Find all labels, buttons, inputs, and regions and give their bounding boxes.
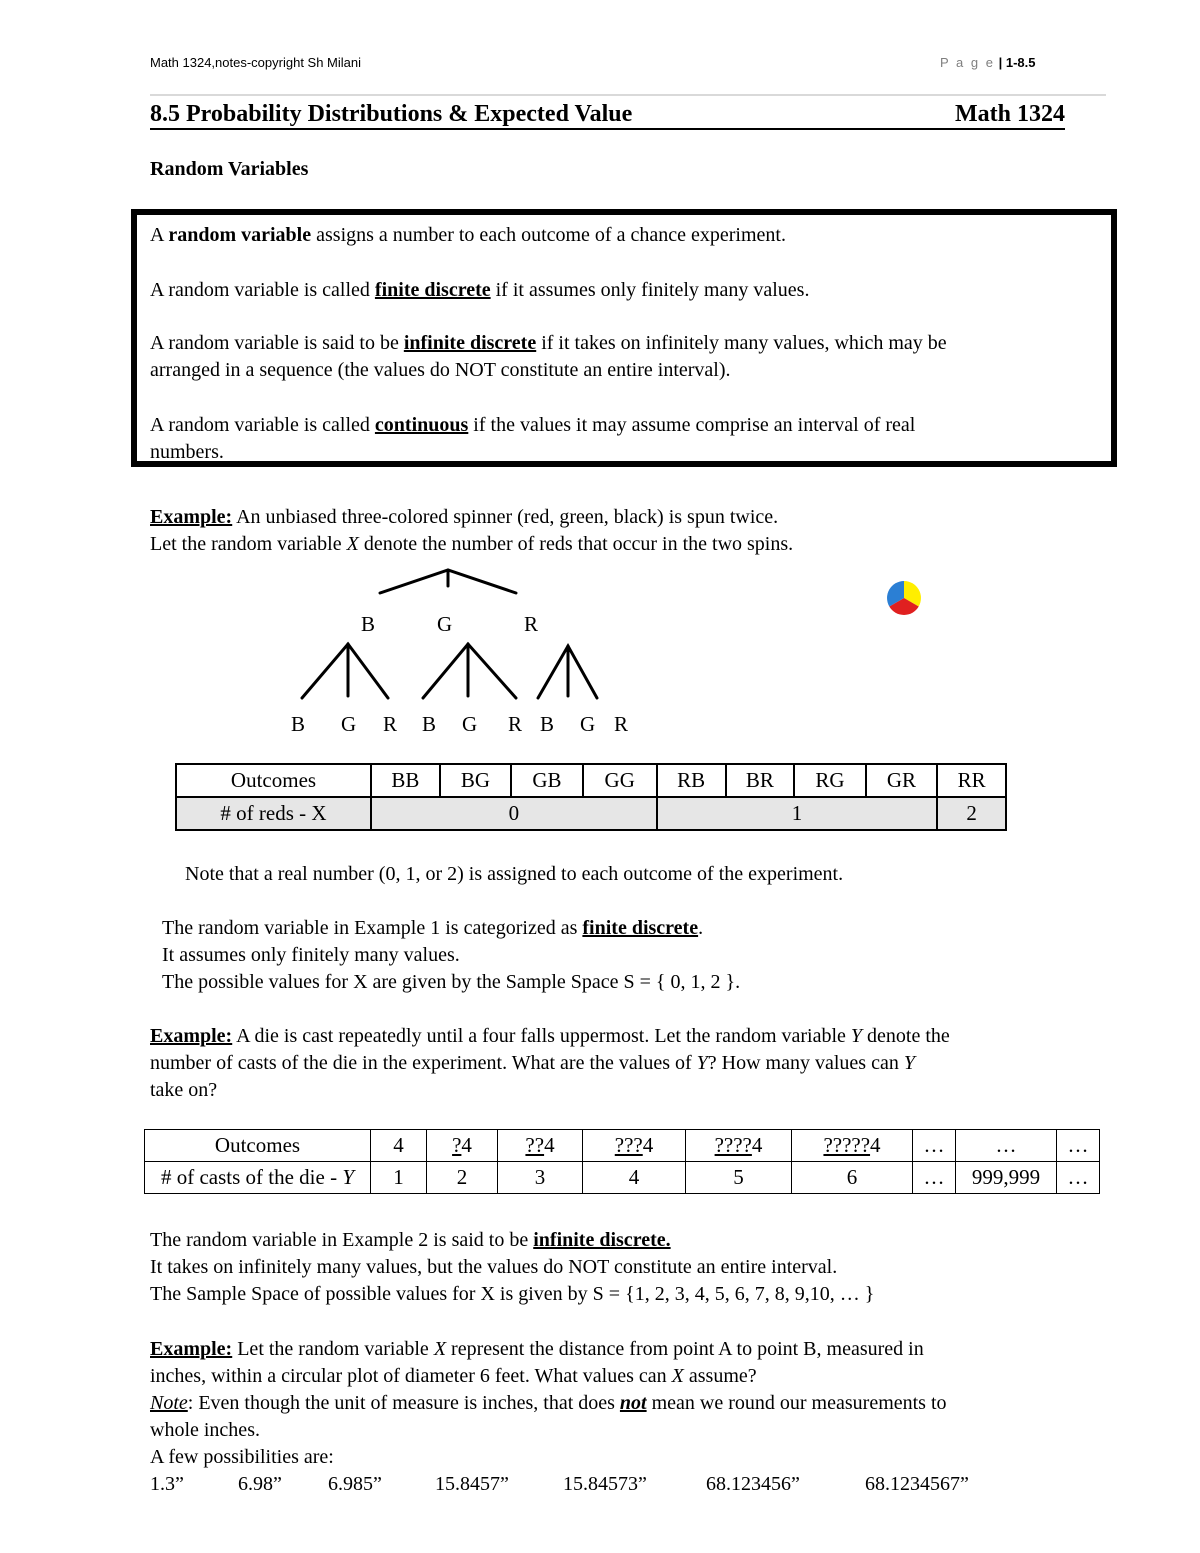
tree-level2-label: G — [580, 712, 596, 736]
value-cell: 6 — [792, 1162, 913, 1194]
section-heading: Random Variables — [150, 158, 309, 180]
header-rule — [150, 94, 1106, 96]
value-cell: 4 — [583, 1162, 686, 1194]
outcome-cell: ??4 — [498, 1130, 583, 1162]
outcome-cell: RG — [794, 764, 865, 797]
outcome-cell: … — [956, 1130, 1057, 1162]
outcome-cell: GB — [511, 764, 582, 797]
example2-text: Example: A die is cast repeatedly until a four falls uppermost. Let the random variable Y denote the number of casts of the die in the experiment. What are the values of Y? How many values can Y take on? — [150, 1025, 950, 1101]
definition-random-variable: A random variable assigns a number to each outcome of a chance experiment. — [150, 224, 786, 246]
outcomes-table-casts — [144, 1129, 1100, 1194]
spinner-icon — [884, 578, 924, 620]
outcome-cell: GR — [866, 764, 937, 797]
tree-level2-label: R — [614, 712, 629, 736]
possible-value: 1.3” — [150, 1473, 184, 1495]
table-row — [176, 797, 1006, 830]
outcome-cell: RR — [937, 764, 1006, 797]
possible-value: 68.123456” — [706, 1473, 800, 1495]
tree-level2-label: B — [291, 712, 306, 736]
outcome-cell: ?4 — [427, 1130, 498, 1162]
tree-b-branches — [302, 644, 388, 698]
outcome-cell: BG — [440, 764, 511, 797]
running-header-left: Math 1324,notes-copyright Sh Milani — [150, 55, 362, 70]
table-row — [145, 1130, 1100, 1162]
tree-level2-label: G — [462, 712, 478, 736]
outcome-cell: ????4 — [686, 1130, 792, 1162]
definition-infinite-discrete: A random variable is said to be infinite discrete if it takes on infinitely many values, which may be arranged in a sequence (the values do NOT constitute an entire interval). — [150, 332, 947, 381]
tree-level1-label: G — [437, 612, 453, 636]
title-left: 8.5 Probability Distributions & Expected Value — [150, 101, 633, 127]
tree-level2-label: R — [508, 712, 523, 736]
table-header-cell: Outcomes — [176, 764, 371, 797]
table-header-cell: # of reds - X — [176, 797, 371, 830]
page-title — [150, 100, 1065, 130]
tree-level2-label: G — [341, 712, 357, 736]
value-cell: … — [1057, 1162, 1100, 1194]
outcome-cell: ???4 — [583, 1130, 686, 1162]
tree-diagram — [280, 560, 640, 710]
outcome-cell: … — [1057, 1130, 1100, 1162]
tree-level1-label: B — [361, 612, 376, 636]
title-right: Math 1324 — [955, 101, 1065, 127]
value-cell: 1 — [657, 797, 937, 830]
possible-value: 15.84573” — [563, 1473, 647, 1495]
definition-continuous: A random variable is called continuous if the values it may assume comprise an interval of real numbers. — [150, 414, 916, 463]
outcomes-table-reds — [175, 763, 1007, 831]
possible-value: 6.985” — [328, 1473, 382, 1495]
value-cell: 0 — [371, 797, 657, 830]
outcome-cell: GG — [583, 764, 657, 797]
example1-conclusion: The random variable in Example 1 is categorized as finite discrete. It assumes only finitely many values. The possible values for X are given by the Sample Space S = { 0, 1, 2 }. — [162, 917, 741, 993]
value-cell: 2 — [937, 797, 1006, 830]
outcome-cell: RB — [657, 764, 726, 797]
outcome-cell: BR — [726, 764, 795, 797]
value-cell: 2 — [427, 1162, 498, 1194]
running-header-page — [940, 55, 1035, 70]
outcome-cell: ?????4 — [792, 1130, 913, 1162]
table-row — [176, 764, 1006, 797]
definition-finite-discrete: A random variable is called finite discrete if it assumes only finitely many values. — [150, 279, 810, 301]
page-number: | 1-8.5 — [998, 55, 1036, 70]
tree-level1-label: R — [524, 612, 539, 636]
page-label: P a g e — [940, 55, 995, 70]
possible-value: 68.1234567” — [865, 1473, 969, 1495]
tree-level2-label: R — [383, 712, 398, 736]
tree-level2-label: B — [422, 712, 437, 736]
outcome-cell: … — [913, 1130, 956, 1162]
outcome-cell: 4 — [371, 1130, 427, 1162]
value-cell: … — [913, 1162, 956, 1194]
value-cell: 1 — [371, 1162, 427, 1194]
table-header-cell: Outcomes — [145, 1130, 371, 1162]
possible-value: 6.98” — [238, 1473, 282, 1495]
outcome-cell: BB — [371, 764, 440, 797]
value-cell: 5 — [686, 1162, 792, 1194]
tree-level2-label: B — [540, 712, 555, 736]
example2-conclusion: The random variable in Example 2 is said to be infinite discrete. It takes on infinitely many values, but the values do NOT constitute an entire interval. The Sample Space of possible values for X is given by S = {1, 2, 3, 4, 5, 6, 7, 8, 9,10, … } — [150, 1229, 875, 1305]
example1-text: Example: An unbiased three-colored spinner (red, green, black) is spun twice. Let the random variable X denote the number of reds that occur in the two spins. — [150, 506, 794, 555]
value-cell: 3 — [498, 1162, 583, 1194]
example1-note: Note that a real number (0, 1, or 2) is assigned to each outcome of the experiment. — [185, 863, 844, 885]
value-cell: 999,999 — [956, 1162, 1057, 1194]
example3-text: Example: Let the random variable X represent the distance from point A to point B, measured in inches, within a circular plot of diameter 6 feet. What values can X assume? Note: Even though the unit of measure is inches, that does not mean we round our measurements to whole inches. A few possibilities are: — [150, 1338, 947, 1468]
possible-value: 15.8457” — [435, 1473, 509, 1495]
table-row — [145, 1162, 1100, 1194]
table-header-cell: # of casts of the die - Y — [145, 1162, 371, 1194]
